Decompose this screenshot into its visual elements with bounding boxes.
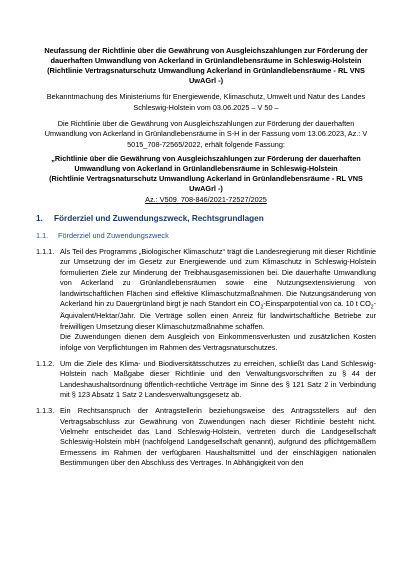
- az-reference: [36, 195, 376, 205]
- az-text: Az.: V509_708-846/2021-72527/2025: [145, 194, 267, 204]
- item-body: Um die Ziele des Klima- und Biodiversitätsschutzes zu erreichen, schließt das Land Schleswig-Holstein nach Maßgabe dieser Richtlinie und den Verwaltungsvorschriften zu § 44 der Landeshaushaltsordnung öffentlich-rechtliche Verträge im Sinne des § 121 Satz 2 in Verbindung mit § 123 Absatz 1 Satz 2 Landesverwaltungsgesetz ab.: [60, 358, 376, 399]
- list-item-1-1-2: [36, 359, 376, 400]
- section-heading-1: [36, 213, 376, 225]
- subscript: 2: [260, 304, 264, 311]
- item-number: 1.1.2.: [36, 358, 55, 368]
- item-paragraph: Die Zuwendungen dienen dem Ausgleich von Einkommensverlusten und zusätzlichen Kosten infolge von Verpflichtungen im Rahmen des Vertragsnaturschutzes.: [60, 332, 376, 352]
- document-title: Neufassung der Richtlinie über die Gewährung von Ausgleichszahlungen zur Förderung der dauerhaften Umwandlung von Ackerland in Grünlandlebensräume in Schleswig-Holstein (Richtlinie Vertragsnaturschutz Umwandlung Ackerland in Grünlandlebensräume - RL VNS UwAGrl -): [44, 46, 368, 86]
- subscript: 2: [370, 304, 374, 311]
- section-heading-1-1: [36, 231, 376, 241]
- item-body: Ein Rechtsanspruch der Antragstellerin beziehungsweise des Antragsstellers auf den Vertragsabschluss zur Gewährung von Zuwendungen nach dieser Richtlinie besteht nicht. Vielmehr entscheidet das Land Schleswig-Holstein, vertreten durch die Landgesellschaft Schleswig-Holstein mbH (nachfolgend Landgesellschaft genannt), aufgrund des pflichtgemäßem Ermessens im Rahmen der verfügbaren Haushaltsmittel und der einschlägigen nationalen Bestimmungen über den Abschluss des Vertrages. In Abhängigkeit von den: [60, 406, 376, 468]
- section-number: 1.: [36, 214, 43, 224]
- quoted-title: „Richtlinie über die Gewährung von Ausgleichszahlungen zur Förderung der dauerhaften Umwandlung von Ackerland in Grünlandlebensräume in Schleswig-Holstein: [51, 154, 361, 173]
- document-page: [36, 30, 376, 468]
- announcement: Bekanntmachung des Ministeriums für Energiewende, Klimaschutz, Umwelt und Natur des Landes Schleswig-Holstein vom 03.06.2025 – V 50 –: [46, 92, 366, 112]
- list-item-1-1-1: [36, 247, 376, 353]
- section-number: 1.1.: [36, 230, 49, 240]
- text-part: -Äquivalent/Hektar/Jahr. Die Verträge sollen einen Anreiz für landwirtschaftliche Betriebe zur freiwilligen Umsetzung dieser Klimaschutzmaßnahme schaffen.: [60, 298, 376, 331]
- section-title: Förderziel und Zuwendungszweck: [58, 230, 169, 240]
- item-number: 1.1.3.: [36, 406, 55, 416]
- item-number: 1.1.1.: [36, 247, 55, 257]
- text-part: -Einsparpotential von ca. 10 t CO: [263, 298, 371, 308]
- item-paragraph: [60, 247, 376, 332]
- intro-paragraph: Die Richtlinie über die Gewährung von Ausgleichszahlungen zur Förderung der dauerhaften Umwandlung von Ackerland in Grünlandlebensräume in S-H in der Fassung vom 13.06.2023, Az.: V 5015_708-72565/2022, erhält folgende Fassung:: [44, 118, 368, 149]
- quoted-subtitle: (Richtlinie Vertragsnaturschutz Umwandlung Ackerland in Grünlandlebensräume - RL VNS UwAGrl -): [49, 173, 363, 193]
- item-body: [60, 247, 376, 353]
- text-part: Als Teil des Programms „Biologischer Klimaschutz“ trägt die Landesregierung mit dieser Richtlinie zur Umsetzung der im Gesetz zur Energiewende und zum Klimaschutz in Schleswig-Holstein formulierten Ziele zur Minderung der Treibhausgasemissionen bei. Die dauerhafte Umwandlung von Ackerland zu Grünlandlebensräumen sowie eine Nutzungsextensivierung von landwirtschaftlichen Flächen sind effektive Klimaschutzmaßnahmen. Die Nutzungsänderung von Ackerland hin zu Dauergrünland birgt je nach Standort ein CO: [60, 247, 376, 308]
- list-item-1-1-3: [36, 406, 376, 468]
- section-title: Förderziel und Zuwendungszweck, Rechtsgrundlagen: [54, 214, 264, 224]
